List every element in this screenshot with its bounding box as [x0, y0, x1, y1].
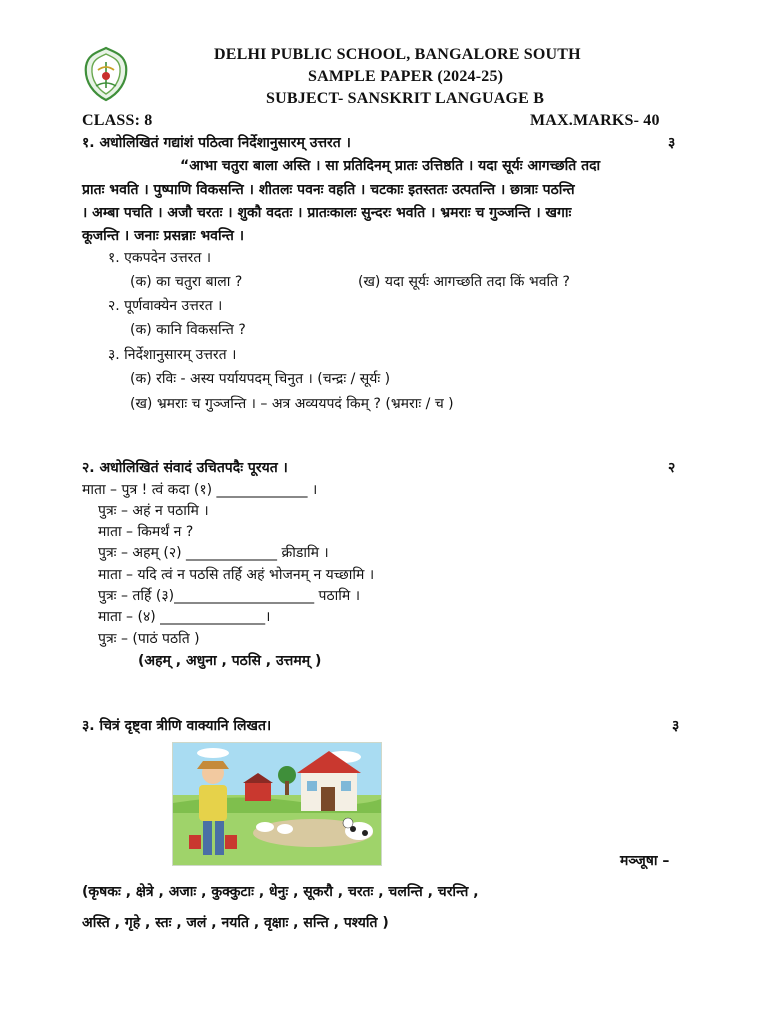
dialogue-line: माता – (४) _______________।	[98, 609, 271, 625]
dialogue-line: पुत्रः – अहम् (२) _____________ क्रीडामि ।	[98, 545, 329, 561]
dialogue-line: माता – पुत्र ! त्वं कदा (१) _____________ ।	[82, 482, 318, 498]
subject-title: SUBJECT- SANSKRIT LANGUAGE B	[266, 90, 545, 107]
paper-title: SAMPLE PAPER (2024-25)	[308, 68, 504, 85]
q1-sub1-b: (ख) यदा सूर्यः आगच्छति तदा किं भवति ?	[358, 274, 570, 290]
q1-heading: १. अधोलिखितं गद्यांशं पठित्वा निर्देशानुसारम् उत्तरत ।	[82, 135, 351, 151]
q1-passage-line-1: “आभा चतुरा बाला अस्ति । सा प्रतिदिनम् प्रातः उत्तिष्ठति । यदा सूर्यः आगच्छति तदा	[180, 158, 601, 174]
q1-sub2-heading: २. पूर्णवाक्येन उत्तरत ।	[108, 298, 223, 314]
q3-heading: ३. चित्रं दृष्ट्वा त्रीणि वाक्यानि लिखत।	[82, 718, 272, 734]
q1-sub3-b: (ख) भ्रमराः च गुञ्जन्ति । – अत्र अव्ययपदं किम् ? (भ्रमराः / च )	[130, 396, 454, 412]
max-marks: MAX.MARKS- 40	[530, 112, 660, 129]
q1-marks: ३	[668, 135, 676, 151]
farm-scene-illustration	[172, 742, 382, 866]
word-box-label: मञ्जूषा –	[620, 853, 670, 869]
school-name: DELHI PUBLIC SCHOOL, BANGALORE SOUTH	[214, 46, 581, 63]
q1-passage-line-3: । अम्बा पचति । अजौ चरतः । शुकौ वदतः । प्रातःकालः सुन्दरः भवति । भ्रमराः च गुञ्जन्ति । खगाः	[82, 205, 572, 221]
q1-passage-line-2: प्रातः भवति । पुष्पाणि विकसन्ति । शीतलः पवनः वहति । चटकाः इतस्ततः उत्पतन्ति । छात्राः पठन्ति	[82, 182, 575, 198]
q2-heading: २. अधोलिखितं संवादं उचितपदैः पूरयत ।	[82, 460, 288, 476]
class-label: CLASS: 8	[82, 112, 153, 129]
q1-sub2-a: (क) कानि विकसन्ति ?	[130, 322, 246, 338]
dialogue-line: माता – यदि त्वं न पठसि तर्हि अहं भोजनम् न यच्छामि ।	[98, 567, 375, 583]
dialogue-line: पुत्रः – (पाठं पठति )	[98, 631, 200, 647]
q1-sub3-a: (क) रविः - अस्य पर्यायपदम् चिनुत । (चन्द्रः / सूर्यः )	[130, 371, 391, 387]
q1-sub1-a: (क) का चतुरा बाला ?	[130, 274, 243, 290]
word-box-line-1: (कृषकः , क्षेत्रे , अजाः , कुक्कुटाः , धेनुः , सूकरौ , चरतः , चलन्ति , चरन्ति ,	[82, 884, 479, 900]
school-logo-icon	[82, 46, 130, 102]
word-box-line-2: अस्ति , गृहे , स्तः , जलं , नयति , वृक्षाः , सन्ति , पश्यति )	[82, 915, 389, 931]
q1-sub1-heading: १. एकपदेन उत्तरत ।	[108, 250, 212, 266]
q2-word-options: (अहम् , अधुना , पठसि , उत्तमम् )	[138, 653, 322, 669]
dialogue-line: पुत्रः – तर्हि (३)____________________ पठामि ।	[98, 588, 361, 604]
dialogue-line: पुत्रः – अहं न पठामि ।	[98, 503, 209, 519]
q1-passage-line-4: कूजन्ति । जनाः प्रसन्नाः भवन्ति ।	[82, 228, 245, 244]
dialogue-line: माता – किमर्थं न ?	[98, 524, 194, 540]
q1-sub3-heading: ३. निर्देशानुसारम् उत्तरत ।	[108, 347, 237, 363]
q2-marks: २	[668, 460, 676, 476]
q3-marks: ३	[672, 718, 680, 734]
